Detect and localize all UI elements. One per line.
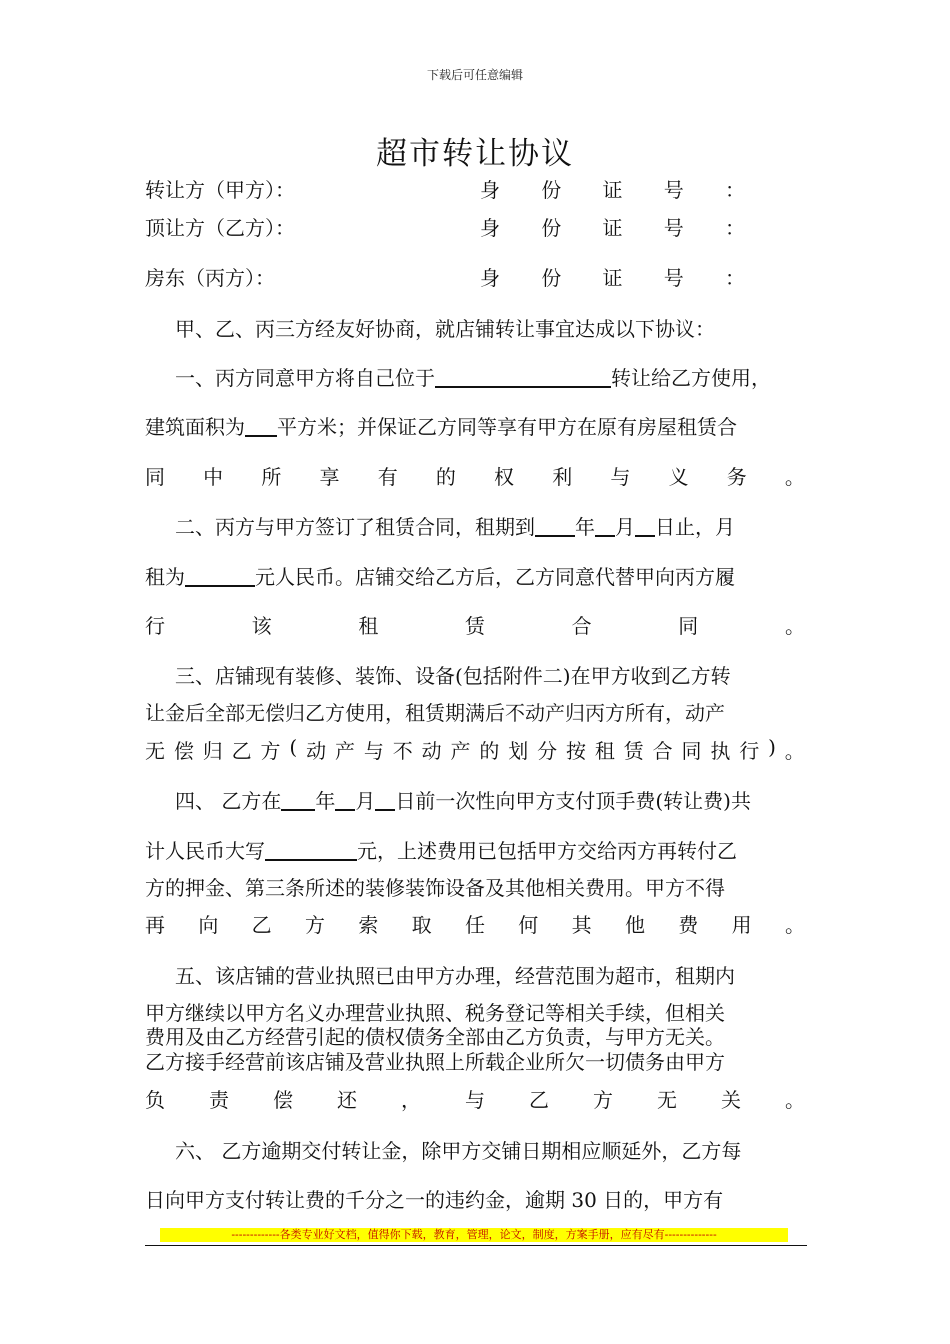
- clause-text: 租为: [145, 565, 185, 589]
- clause-6-line-2: 日向甲方支付转让费的千分之一的违约金，逾期 30 日的，甲方有: [145, 1188, 724, 1212]
- char: 。: [784, 913, 805, 937]
- blank-day: [635, 515, 655, 537]
- clause-5-line-3: 费用及由乙方经营引起的债权债务全部由乙方负责，与甲方无关。: [145, 1025, 725, 1049]
- char: 。: [784, 739, 805, 763]
- char: 负: [145, 1088, 165, 1112]
- char: 取: [411, 913, 432, 937]
- char: 的: [479, 739, 500, 763]
- blank-month: [595, 515, 615, 537]
- header-note: 下载后可任意编辑: [426, 68, 523, 82]
- char: 同: [678, 614, 699, 638]
- clause-4-line-1: [145, 785, 805, 814]
- clause-5-line-1: 五、该店铺的营业执照已由甲方办理，经营范围为超市，租期内: [175, 964, 735, 988]
- char: 同: [681, 739, 702, 763]
- clause-text: 月: [355, 789, 376, 813]
- clause-6-line-1: 六、 乙方逾期交付转让金，除甲方交铺日期相应顺延外，乙方每: [175, 1139, 742, 1163]
- footer-divider: [145, 1245, 807, 1246]
- char: 行: [145, 614, 165, 638]
- id-char: 份: [541, 216, 562, 240]
- clause-3-line-2: 让金后全部无偿归乙方使用，租赁期满后不动产归丙方所有，动产: [145, 701, 725, 725]
- party-landlord-label: 房东（丙方）：: [145, 266, 275, 290]
- char: 再: [145, 913, 165, 937]
- intro-paragraph: 甲、乙、丙三方经友好协商，就店铺转让事宜达成以下协议：: [175, 317, 715, 341]
- char: 关: [721, 1088, 741, 1112]
- char: 动: [306, 739, 327, 763]
- char: 动: [421, 739, 442, 763]
- char: 偿: [173, 739, 194, 763]
- id-char: 号: [663, 266, 684, 290]
- id-char: 号: [663, 216, 684, 240]
- char: 向: [198, 913, 219, 937]
- clause-text: 四、 乙方在: [175, 789, 282, 813]
- char: 行: [739, 739, 760, 763]
- char: 所: [261, 465, 282, 489]
- id-char: 证: [602, 266, 623, 290]
- clause-text: 元人民币。店铺交给乙方后，乙方同意代替甲向丙方履: [255, 565, 735, 589]
- clause-4-line-3: 方的押金、第三条所述的装修装饰设备及其他相关费用。甲方不得: [145, 876, 725, 900]
- char: ，: [401, 1088, 421, 1112]
- id-char: 份: [541, 266, 562, 290]
- char: 分: [537, 739, 558, 763]
- party-transferor-label: 转让方（甲方）：: [145, 178, 295, 202]
- char: 按: [565, 739, 586, 763]
- blank-rent: [185, 565, 255, 587]
- char: 责: [209, 1088, 229, 1112]
- id-char: 号: [663, 178, 684, 202]
- clause-5-line-2: 甲方继续以甲方名义办理营业执照、税务登记等相关手续，但相关: [145, 1001, 725, 1025]
- id-char: ：: [725, 266, 745, 290]
- char: 的: [435, 465, 456, 489]
- clause-text: 建筑面积为: [145, 415, 245, 439]
- char: 合: [652, 739, 673, 763]
- clause-text: 年: [575, 515, 595, 539]
- char: 有: [377, 465, 398, 489]
- char: (: [289, 735, 298, 759]
- char: 执: [710, 739, 731, 763]
- clause-5-line-4: 乙方接手经营前该店铺及营业执照上所载企业所欠一切债务由甲方: [145, 1050, 725, 1074]
- char: 其: [571, 913, 592, 937]
- clause-2-line-3: [145, 610, 805, 639]
- char: 赁: [623, 739, 644, 763]
- char: 。: [784, 614, 805, 638]
- char: 还: [337, 1088, 357, 1112]
- clause-text: 转让给乙方使用，: [611, 366, 771, 390]
- char: ): [768, 735, 776, 759]
- blank-location: [435, 366, 611, 388]
- id-char: 身: [480, 266, 500, 290]
- char: 他: [624, 913, 645, 937]
- clause-5-line-5: [145, 1084, 805, 1113]
- id-char: 身: [480, 216, 500, 240]
- id-char: 证: [602, 178, 623, 202]
- char: 何: [518, 913, 539, 937]
- char: 合: [571, 614, 592, 638]
- clause-1-line-2: [145, 411, 805, 440]
- char: 赁: [464, 614, 485, 638]
- char: 产: [450, 739, 471, 763]
- clause-text: 元，上述费用已包括甲方交给丙方再转付乙: [357, 839, 737, 863]
- clause-3-line-3: [145, 735, 805, 764]
- id-char: 份: [541, 178, 562, 202]
- blank-year: [535, 515, 575, 537]
- clause-text: 平方米；并保证乙方同等享有甲方在原有房屋租赁合: [277, 415, 737, 439]
- char: 乙: [231, 739, 252, 763]
- char: 与: [610, 465, 631, 489]
- blank-amount: [265, 839, 357, 861]
- char: 方: [304, 913, 325, 937]
- char: 无: [657, 1088, 677, 1112]
- clause-text: 月: [615, 515, 635, 539]
- char: 利: [552, 465, 573, 489]
- char: 归: [202, 739, 223, 763]
- char: 费: [678, 913, 699, 937]
- id-char: ：: [725, 178, 745, 202]
- footer-banner: -------------各类专业好文档，值得你下载，教育，管理，论文，制度，方案手册，应有尽有--------------: [160, 1228, 788, 1242]
- char: 任: [464, 913, 485, 937]
- char: 享: [319, 465, 340, 489]
- clause-4-line-4: [145, 909, 805, 938]
- blank-day: [375, 789, 395, 811]
- char: 与: [363, 739, 384, 763]
- id-number-label: [480, 212, 745, 241]
- id-number-label: [480, 262, 745, 291]
- party-transferee-label: 顶让方（乙方）：: [145, 216, 295, 240]
- char: 中: [203, 465, 224, 489]
- char: 偿: [273, 1088, 293, 1112]
- clause-text: 日止，月: [655, 515, 735, 539]
- id-char: ：: [725, 216, 745, 240]
- char: 不: [392, 739, 413, 763]
- char: 租: [358, 614, 379, 638]
- char: 乙: [529, 1088, 549, 1112]
- char: 。: [784, 465, 805, 489]
- char: 租: [594, 739, 615, 763]
- clause-text: 日前一次性向甲方支付顶手费(转让费)共: [395, 789, 751, 813]
- clause-1-line-3: [145, 461, 805, 490]
- clause-3-line-1: 三、店铺现有装修、装饰、设备(包括附件二)在甲方收到乙方转: [175, 664, 731, 688]
- char: 方: [260, 739, 281, 763]
- id-char: 身: [480, 178, 500, 202]
- id-char: 证: [602, 216, 623, 240]
- clause-text: 二、丙方与甲方签订了租赁合同，租期到: [175, 515, 535, 539]
- page-title: 超市转让协议: [376, 136, 574, 172]
- char: 务: [726, 465, 747, 489]
- char: 与: [465, 1088, 485, 1112]
- char: 乙: [251, 913, 272, 937]
- blank-area: [245, 415, 277, 437]
- char: 权: [494, 465, 515, 489]
- char: 该: [251, 614, 272, 638]
- clause-2-line-1: [145, 511, 805, 540]
- char: 同: [145, 465, 165, 489]
- char: 方: [593, 1088, 613, 1112]
- char: 无: [145, 739, 165, 763]
- char: 义: [668, 465, 689, 489]
- blank-month: [335, 789, 355, 811]
- clause-1-line-1: [145, 362, 805, 391]
- char: 用: [731, 913, 752, 937]
- blank-year: [281, 789, 315, 811]
- clause-text: 一、丙方同意甲方将自己位于: [175, 366, 435, 390]
- char: 划: [508, 739, 529, 763]
- clause-2-line-2: [145, 561, 805, 590]
- char: 索: [358, 913, 379, 937]
- char: 产: [334, 739, 355, 763]
- clause-text: 计人民币大写: [145, 839, 265, 863]
- clause-4-line-2: [145, 835, 805, 864]
- clause-text: 年: [315, 789, 336, 813]
- char: 。: [785, 1088, 805, 1112]
- id-number-label: [480, 174, 745, 203]
